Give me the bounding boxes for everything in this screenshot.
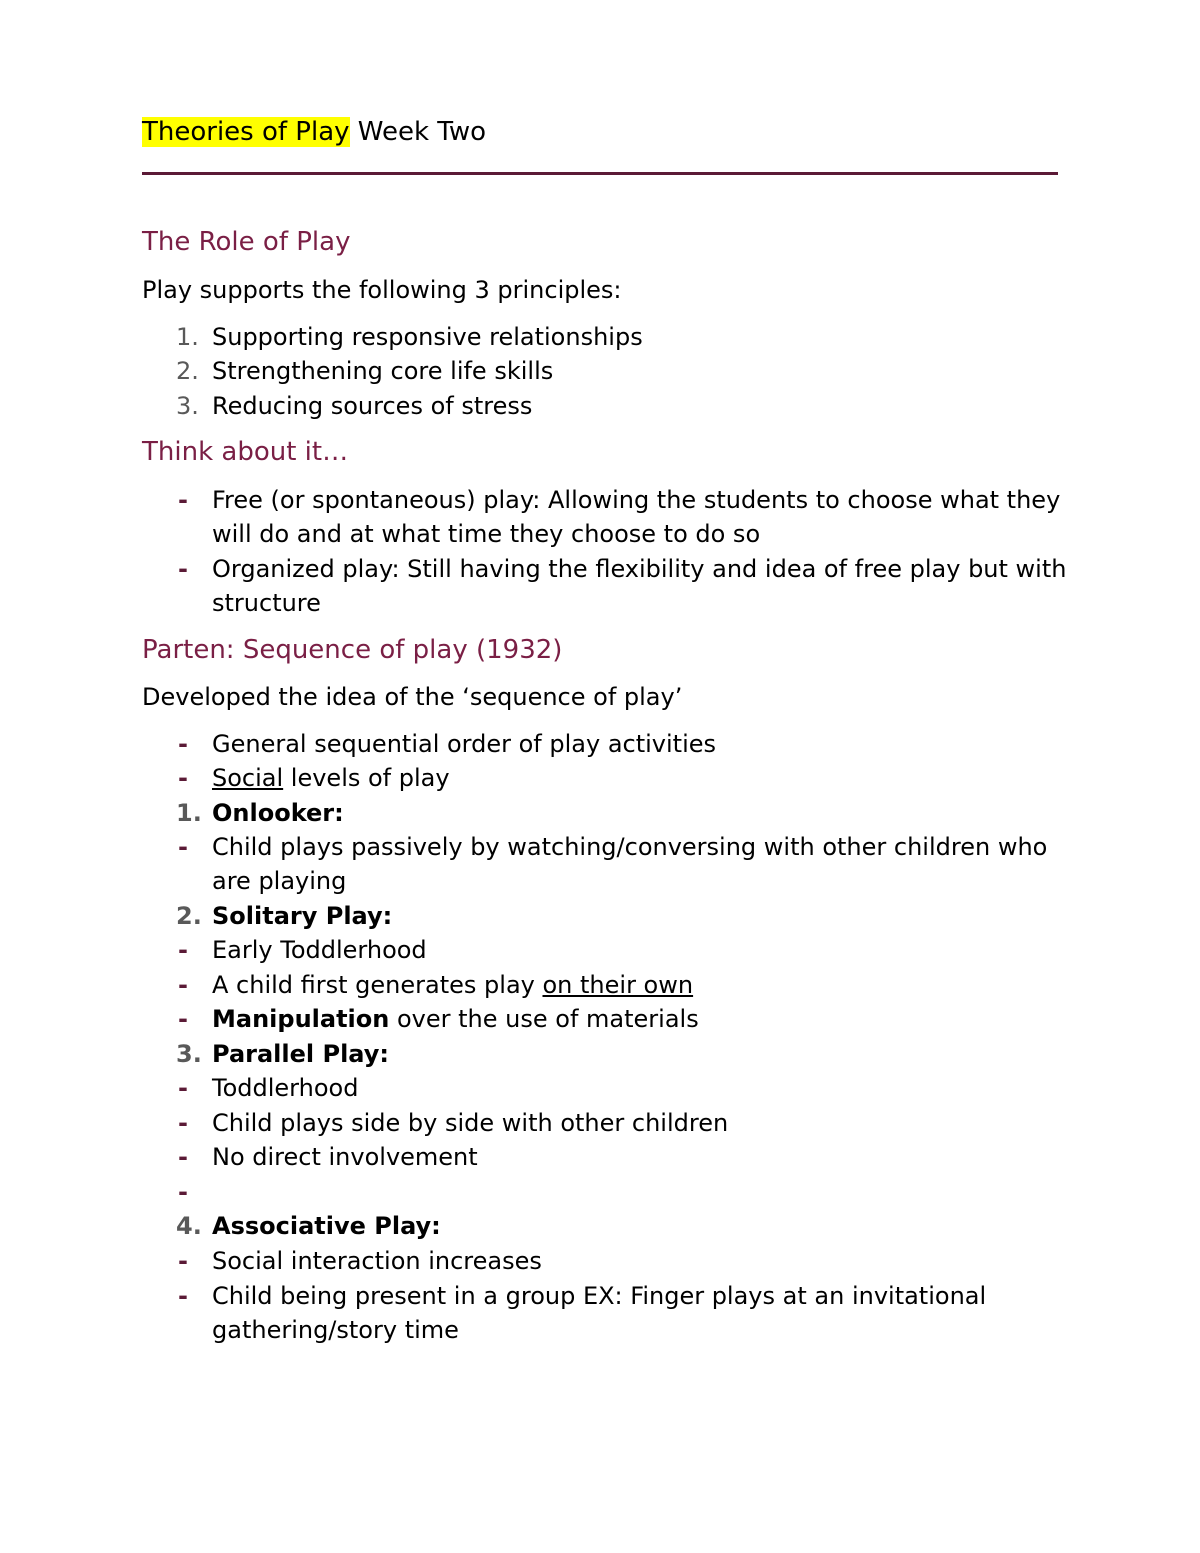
bullet: - — [178, 764, 188, 792]
title-highlight: Theories of Play — [142, 117, 350, 147]
list-text: Organized play: Still having the flexibility and idea of free play but with structure — [212, 555, 1067, 618]
bullet: - — [178, 1074, 188, 1102]
list-text — [212, 761, 1072, 795]
list-text: Toddlerhood — [212, 1074, 359, 1102]
heading-think-about-it: Think about it… — [142, 437, 349, 467]
list-text: Strengthening core life skills — [212, 357, 554, 385]
bullet: - — [178, 1178, 188, 1206]
bullet: - — [178, 1005, 188, 1033]
underlined-text: Social — [212, 764, 284, 792]
list-text: General sequential order of play activities — [212, 730, 717, 758]
text-run: over the use of materials — [389, 1005, 699, 1033]
list-number: 1. — [176, 323, 199, 351]
bullet: - — [178, 833, 188, 861]
bullet: - — [178, 936, 188, 964]
list-number: 3. — [176, 1040, 202, 1068]
heading-parten: Parten: Sequence of play (1932) — [142, 635, 563, 665]
bullet: - — [178, 1109, 188, 1137]
list-text: Child plays side by side with other children — [212, 1109, 729, 1137]
document-title — [142, 112, 486, 152]
bullet: - — [178, 486, 188, 514]
list-text — [212, 968, 1072, 1002]
list-text — [212, 1002, 1072, 1036]
list-text: Early Toddlerhood — [212, 936, 427, 964]
list-text: Supporting responsive relationships — [212, 323, 643, 351]
list-number: 4. — [176, 1212, 202, 1240]
underlined-text: on their own — [542, 971, 694, 999]
list-text: Child plays passively by watching/conversing with other children who are playing — [212, 833, 1048, 896]
parten-intro: Developed the idea of the ‘sequence of play’ — [142, 683, 683, 711]
bullet: - — [178, 1247, 188, 1275]
text-run: levels of play — [283, 764, 450, 792]
list-text: Associative Play: — [212, 1212, 441, 1240]
bullet: - — [178, 1282, 188, 1310]
list-text: No direct involvement — [212, 1143, 478, 1171]
bullet: - — [178, 555, 188, 583]
heading-role-of-play: The Role of Play — [142, 227, 351, 257]
title-rest: Week Two — [349, 117, 487, 147]
bullet: - — [178, 730, 188, 758]
list-number: 1. — [176, 799, 202, 827]
list-number: 2. — [176, 357, 199, 385]
list-number: 3. — [176, 392, 199, 420]
bullet: - — [178, 971, 188, 999]
list-text: Reducing sources of stress — [212, 392, 533, 420]
role-intro: Play supports the following 3 principles: — [142, 276, 622, 304]
list-text: Parallel Play: — [212, 1040, 389, 1068]
list-text: Onlooker: — [212, 799, 344, 827]
title-divider — [142, 172, 1058, 175]
list-text: Child being present in a group EX: Finger plays at an invitational gathering/story time — [212, 1282, 987, 1345]
bullet: - — [178, 1143, 188, 1171]
list-number: 2. — [176, 902, 202, 930]
text-run: A child first generates play — [212, 971, 543, 999]
list-text: Free (or spontaneous) play: Allowing the students to choose what they will do and at what time they choose to do so — [212, 486, 1061, 549]
list-text: Social interaction increases — [212, 1247, 542, 1275]
bold-text: Manipulation — [212, 1005, 390, 1033]
list-text: Solitary Play: — [212, 902, 393, 930]
